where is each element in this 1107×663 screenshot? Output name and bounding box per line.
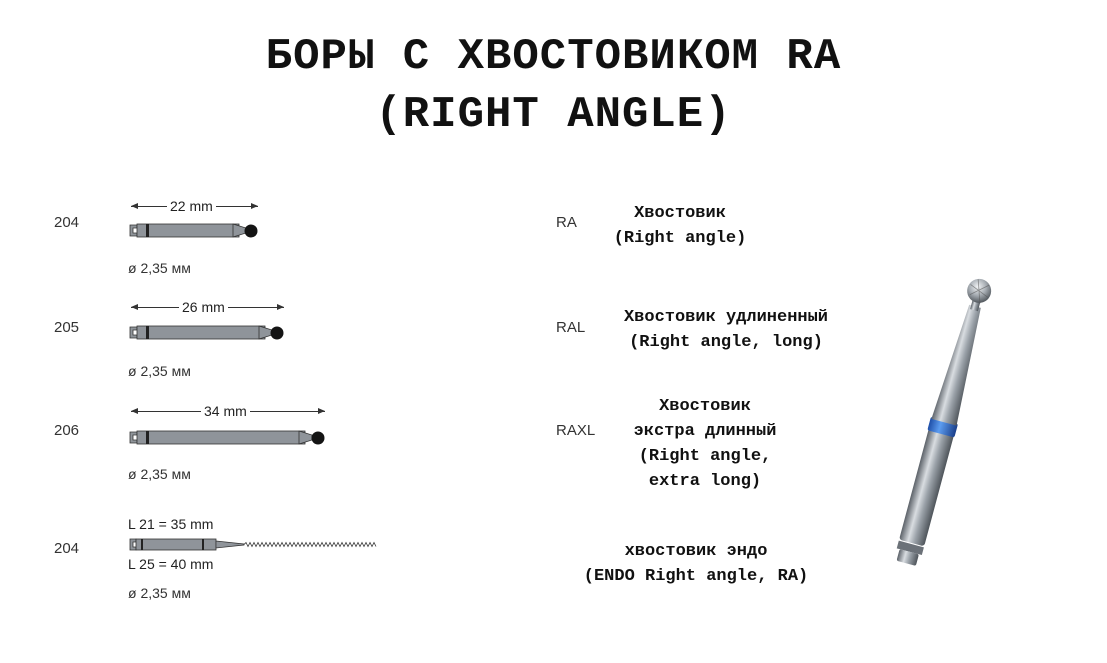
bur-diameter: ø 2,35 мм — [128, 363, 191, 379]
bur-length: 34 mm — [201, 403, 250, 419]
page-title — [0, 28, 1107, 144]
shank-desc-line: хвостовик эндо — [624, 542, 768, 561]
shank-description-ra — [590, 201, 770, 251]
bur-code: 204 — [54, 540, 80, 557]
bur-code: 205 — [54, 319, 80, 336]
shank-desc-line: extra long) — [648, 472, 762, 491]
bur-length-l25: L 25 = 40 mm — [128, 556, 214, 572]
shank-code-ral: RAL — [556, 319, 586, 336]
shank-description-ral — [594, 305, 858, 355]
shank-desc-line: (Right angle) — [613, 229, 747, 248]
bur-length: 22 mm — [167, 198, 216, 214]
bur-diameter: ø 2,35 мм — [128, 466, 191, 482]
shank-desc-line: Хвостовик удлиненный — [623, 308, 829, 327]
shank-desc-line: Хвостовик — [659, 397, 751, 416]
bur-diameter: ø 2,35 мм — [128, 585, 191, 601]
shank-code-raxl: RAXL — [556, 422, 596, 439]
bur-endo-drawing — [128, 536, 368, 556]
shank-desc-line: (Right angle, long) — [629, 333, 823, 352]
title-line-1: БОРЫ С ХВОСТОВИКОМ RA — [265, 32, 842, 82]
bur-length-l21: L 21 = 35 mm — [128, 516, 214, 532]
bur-length: 26 mm — [179, 299, 228, 315]
shank-description-raxl — [600, 394, 810, 494]
shank-desc-line: экстра длинный — [633, 422, 777, 441]
shank-code-ra: RA — [556, 214, 577, 231]
shank-desc-line: (Right angle, — [638, 447, 772, 466]
title-line-2: (RIGHT ANGLE) — [375, 90, 732, 140]
bur-code: 204 — [54, 214, 80, 231]
bur-206-drawing — [128, 429, 333, 449]
bur-205-drawing — [128, 324, 293, 344]
shank-description-endo — [548, 539, 844, 589]
shank-desc-line: (ENDO Right angle, RA) — [583, 567, 809, 586]
bur-204-drawing — [128, 222, 263, 242]
shank-desc-line: Хвостовик — [634, 204, 726, 223]
bur-code: 206 — [54, 422, 80, 439]
bur-diameter: ø 2,35 мм — [128, 260, 191, 276]
bur-photo-illustration — [868, 272, 1018, 577]
